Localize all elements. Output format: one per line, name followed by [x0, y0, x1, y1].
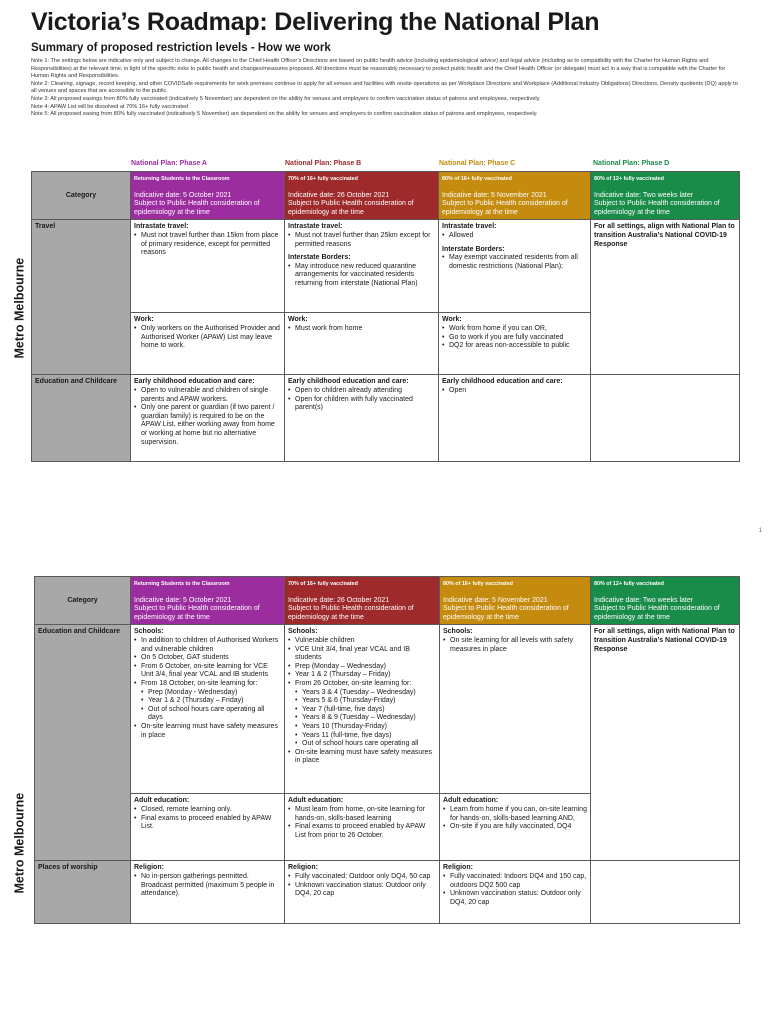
page-title: Victoria’s Roadmap: Delivering the National Plan: [31, 8, 600, 36]
table-1: [31, 171, 740, 462]
note-5: Note 5: All proposed easing from 80% fully vaccinated (indicatively 5 November) are dependent on the ability for venues and employers to confirm vaccination status of patrons and employees, respectively.: [31, 111, 538, 118]
cell-travel-a: Intrastate travel: • Must not travel further than 15km from place of primary residence, except for permitted reasons: [131, 220, 285, 313]
cell-schools-b: Schools: • Vulnerable children • VCE Unit 3/4, final year VCAL and IB students • Prep (Monday – Wednesday) • Year 1 & 2 (Thursday – Friday) • From 26 October, on-site learning for: • Years 3 & 4 (Tuesday – Wednesday) • Years 5 & 6 (Thursday-Friday) • Year 7 (full-time, five days) • Years 8 & 9 (Tuesday – Wednesday) • Years 10 (Thursday-Friday) • Years 11 (full-time, five days) • Out of school hours care operating all • On-site learning must have safety measures in place: [285, 625, 440, 794]
phase-b-label: National Plan: Phase B: [285, 160, 362, 167]
phase-a-header: Returning Students to the Classroom Indicative date: 5 October 2021 Subject to Public Health consideration of epidemiology at the time: [131, 172, 285, 220]
category-education: Education and Childcare: [32, 375, 131, 462]
cell-schools-d: For all settings, align with National Plan to transition Australia’s National COVID-19 Response: [591, 625, 740, 861]
phase-c-header-2: 80% of 16+ fully vaccinated Indicative date: 5 November 2021 Subject to Public Health consideration of epidemiology at the time: [440, 577, 591, 625]
category-worship: Places of worship: [35, 861, 131, 924]
header-row: [32, 172, 740, 220]
region-label-2: Metro Melbourne: [12, 792, 27, 894]
cell-education-c: Early childhood education and care: • Open: [439, 375, 591, 462]
table-row-education: [32, 375, 740, 462]
note-1: Note 1: The settings below are indicative only and subject to change. All changes to the Chief Health Officer’s Directions are based on public health advice (including epidemiological advice) and legal advice (including as to compatibility with the Charter for Human Rights and Responsibilities) at the relevant time, in light of the specific risks to public health and changes/measures proposed. All directions must be reasonably necessary to protect public health and the Chief Health Officer (or delegate) must act in a way that is compatible with the Charter for Human Rights and Responsibilities.: [31, 58, 726, 80]
page-number: 1: [758, 528, 762, 534]
cell-work-a: Work: • Only workers on the Authorised Provider and Authorised Worker (APAW) List may leave home to work.: [131, 313, 285, 375]
cell-work-b: Work: • Must work from home: [285, 313, 439, 375]
cell-travel-d: For all settings, align with National Plan to transition Australia’s National COVID-19 Response: [591, 220, 740, 375]
table-row-travel: [32, 220, 740, 313]
phase-d-header-2: 80% of 12+ fully vaccinated Indicative date: Two weeks later Subject to Public Health consideration of epidemiology at the time: [591, 577, 740, 625]
note-2: Note 2: Cleaning, signage, record keeping, and other COVIDSafe requirements for work premises continue to apply for all venues and facilities with onsite operations as per Workplace Directions and Workplace (Additional Industry Obligations) Directions. Density quotients (DQ) apply to all venues and spaces that are accessible to the public.: [31, 80, 738, 95]
cell-adult-a: Adult education: • Closed, remote learning only. • Final exams to proceed enabled by APAW List.: [131, 794, 285, 861]
phase-b-header-2: 70% of 16+ fully vaccinated Indicative date: 26 October 2021 Subject to Public Health consideration of epidemiology at the time: [285, 577, 440, 625]
phase-labels: [131, 160, 747, 167]
category-header-2: Category: [35, 577, 131, 625]
cell-worship-d: [591, 861, 740, 924]
header-row-2: [35, 577, 740, 625]
region-label-1: Metro Melbourne: [12, 257, 27, 359]
note-3: Note 3: All proposed easings from 80% fully vaccinated (indicatively 5 November) are dependent on the ability for venues and employers to confirm vaccination status of patrons and employees, respectively.: [31, 95, 541, 102]
cell-education-b: Early childhood education and care: • Open to children already attending • Open for children with fully vaccinated parent(s): [285, 375, 439, 462]
phase-a-label: National Plan: Phase A: [131, 160, 207, 167]
note-4: Note 4: APAW List will be dissolved at 70% 16+ fully vaccinated: [31, 103, 189, 110]
table-2: [34, 576, 740, 924]
cell-schools-a: Schools: • In addition to children of Authorised Workers and vulnerable children • On 5 October, GAT students • From 6 October, on-site learning for VCE Unit 3/4, final year VCAL and IB students • From 18 October, on-site learning for: • Prep (Monday - Wednesday) • Year 1 & 2 (Thursday – Friday) • Out of school hours care operating all days • On-site learning must have safety measures in place: [131, 625, 285, 794]
cell-worship-a: Religion: • No in-person gatherings permitted. Broadcast permitted (maximum 5 people in attendance).: [131, 861, 285, 924]
cell-adult-b: Adult education: • Must learn from home, on-site learning for hands-on, skills-based learning • Final exams to proceed enabled by APAW List from prior to 26 October.: [285, 794, 440, 861]
phase-d-header: 80% of 12+ fully vaccinated Indicative date: Two weeks later Subject to Public Health consideration of epidemiology at the time: [591, 172, 740, 220]
cell-schools-c: Schools: • On site learning for all levels with safety measures in place: [440, 625, 591, 794]
cell-worship-c: Religion: • Fully vaccinated: Indoors DQ4 and 150 cap, outdoors DQ2 500 cap • Unknown vaccination status: Outdoor only DQ4, 20 cap: [440, 861, 591, 924]
cell-education-a: Early childhood education and care: • Open to vulnerable and children of single parents and APAW workers. • Only one parent or guardian (if two parent / guardian family) is required to be on the APAW List, either working away from home or working at home but no alternative supervision.: [131, 375, 285, 462]
cell-worship-b: Religion: • Fully vaccinated: Outdoor only DQ4, 50 cap • Unknown vaccination status: Outdoor only DQ4, 20 cap: [285, 861, 440, 924]
phase-a-header-2: Returning Students to the Classroom Indicative date: 5 October 2021 Subject to Public Health consideration of epidemiology at the time: [131, 577, 285, 625]
table-row-worship: [35, 861, 740, 924]
phase-b-header: 70% of 16+ fully vaccinated Indicative date: 26 October 2021 Subject to Public Health consideration of epidemiology at the time: [285, 172, 439, 220]
cell-education-d: [591, 375, 740, 462]
category-education-2: Education and Childcare: [35, 625, 131, 861]
phase-d-label: National Plan: Phase D: [593, 160, 670, 167]
table-row-schools: [35, 625, 740, 794]
phase-c-label: National Plan: Phase C: [439, 160, 516, 167]
page-subtitle: Summary of proposed restriction levels - How we work: [31, 42, 331, 54]
cell-adult-c: Adult education: • Learn from home if you can, on-site learning for hands-on, skills-based learning AND, • On-site if you are fully vaccinated, DQ4: [440, 794, 591, 861]
phase-c-header: 80% of 16+ fully vaccinated Indicative date: 5 November 2021 Subject to Public Health consideration of epidemiology at the time: [439, 172, 591, 220]
category-header: Category: [32, 172, 131, 220]
cell-travel-b: Intrastate travel: • Must not travel further than 25km except for permitted reasons Interstate Borders: • May introduce new reduced quarantine arrangements for vaccinated residents returning from interstate (National Plan): [285, 220, 439, 313]
notes-block: [31, 58, 741, 119]
cell-work-c: Work: • Work from home if you can OR, • Go to work if you are fully vaccinated • DQ2 for areas non-accessible to public: [439, 313, 591, 375]
category-travel: Travel: [32, 220, 131, 375]
cell-travel-c: Intrastate travel: • Allowed Interstate Borders: • May exempt vaccinated residents from all domestic restrictions (National Plan);: [439, 220, 591, 313]
